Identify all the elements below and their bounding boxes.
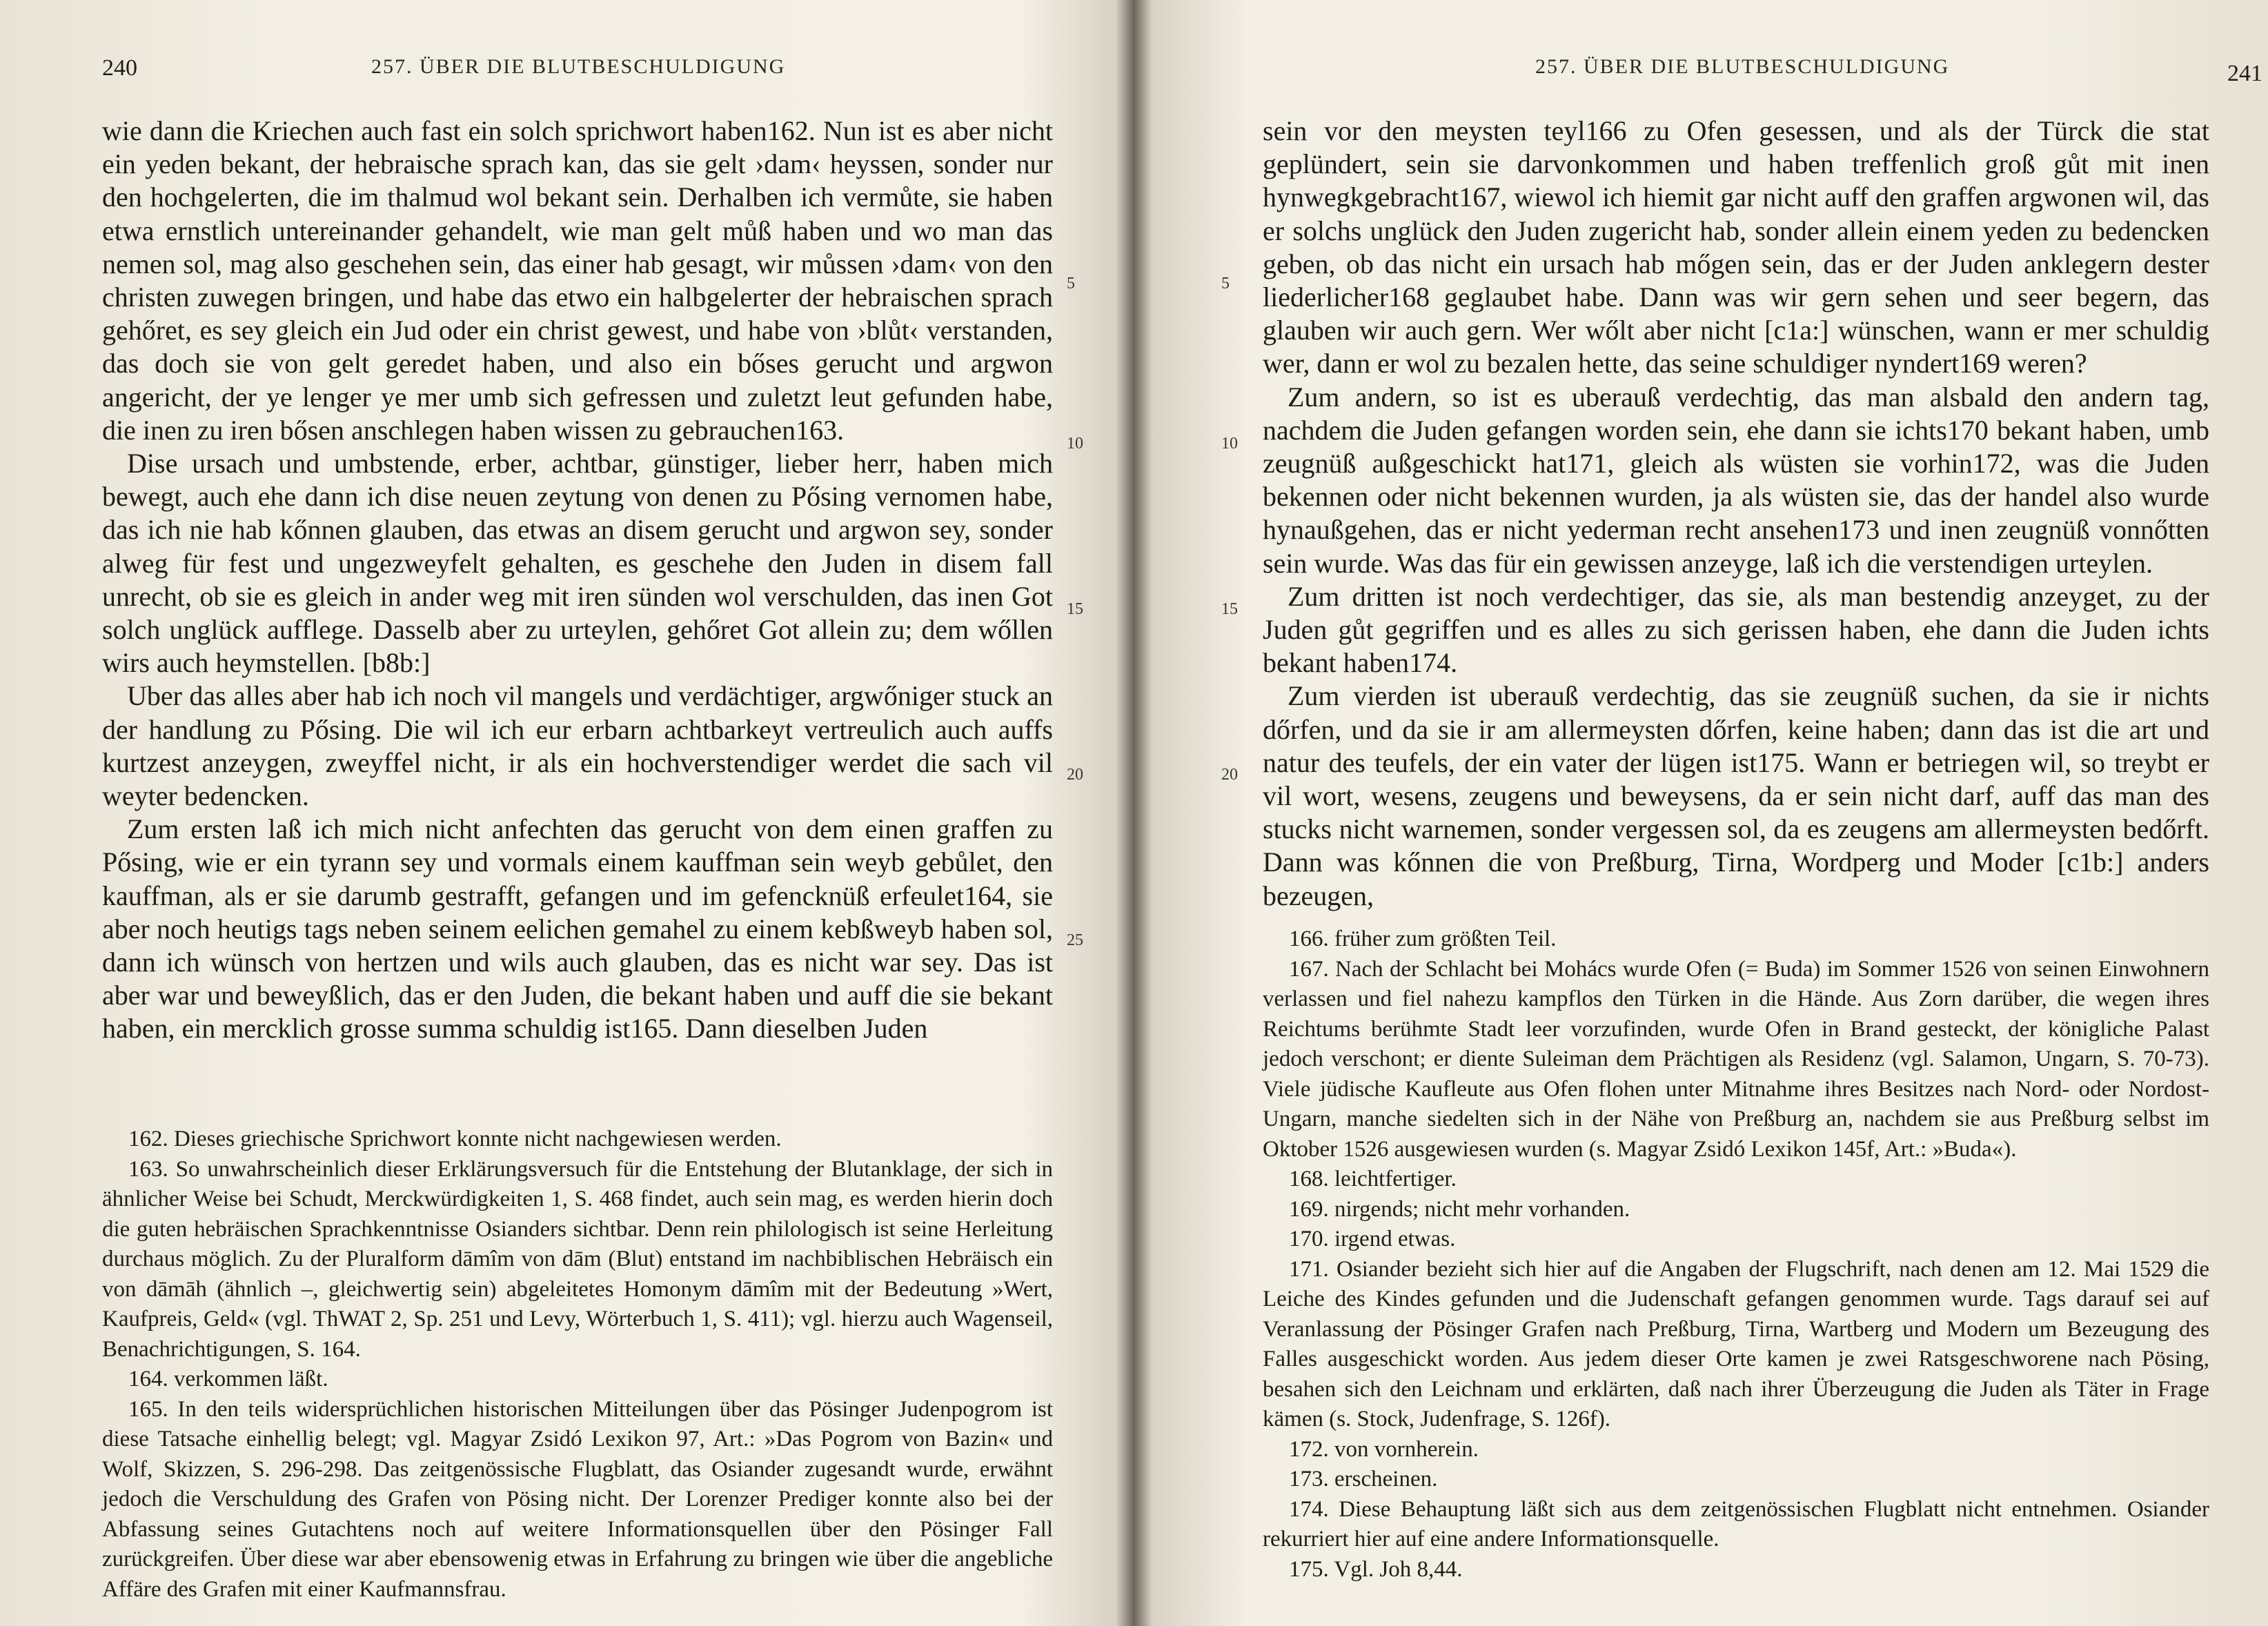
footnote: 168. leichtfertiger. [1289, 1167, 1457, 1191]
paragraph: Uber das alles aber hab ich noch vil mangels und verdächtiger, argwőniger stuck an der handlung zu Pősing. Die wil ich eur erbarn achtbarkeyt vertreulich auch auffs kurtzest anzeygen, zweyffel nicht, ir als ein hochverstendiger werdet die sach vil weyter bedencken. [102, 680, 1053, 812]
footnote: 167. Nach der Schlacht bei Mohács wurde Ofen (= Buda) im Sommer 1526 von seinen Einwohnern verlassen und fiel nahezu kampflos den Türken in die Hände. Aus Zorn darüber, die wegen ihres Reichtums berühmte Stadt leer vorzufinden, wurde Ofen in Brand gesteckt, der königliche Palast jedoch verschont; er diente Suleiman dem Prächtigen als Residenz (vgl. Salamon, Ungarn, S. 70-73). Viele jüdische Kaufleute aus Ofen flohen unter Mitnahme ihres Besitzes nach Nord- oder Nordost-Ungarn, manche siedelten sich in der Nähe von Preßburg an, nachdem sie aus Preßburg selbst im Oktober 1526 ausgewiesen wurden (s. Magyar Zsidó Lexikon 145f, Art.: »Buda«). [1263, 956, 2209, 1162]
footnote: 166. früher zum größten Teil. [1289, 926, 1557, 951]
line-number: 15 [1067, 600, 1083, 618]
footnote: 174. Diese Behauptung läßt sich aus dem zeitgenössischen Flugblatt nicht entnehmen. Osiander rekurriert hier auf eine andere Informationsquelle. [1263, 1496, 2209, 1551]
footnote: 169. nirgends; nicht mehr vorhanden. [1289, 1196, 1630, 1222]
footnote: 165. In den teils widersprüchlichen historischen Mitteilungen über das Pösinger Judenpogrom ist diese Tatsache einhellig belegt; vgl. Magyar Zsidó Lexikon 97, Art.: »Das Pogrom von Bazin« und Wolf, Skizzen, S. 296-298. Das zeitgenössische Flugblatt, das Osiander zugesandt wurde, erwähnt jedoch die Verschuldung des Grafen von Pösing nicht. Der Lorenzer Prediger konnte also bei der Abfassung seines Gutachtens noch auf weitere Informationsquellen über den Pösinger Fall zurückgreifen. Über diese war aber ebensowenig etwas in Erfahrung zu bringen wie über die angebliche Affäre des Grafen mit einer Kaufmannsfrau. [102, 1396, 1053, 1602]
paragraph: sein vor den meysten teyl166 zu Ofen gesessen, und als der Türck die stat geplündert, sein sie darvonkommen und haben treffenlich groß gůt mit inen hynwegkgebracht167, wiewol ich hiemit gar nicht auff den graffen argwonen wil, das er solchs unglück den Juden zugericht hab, sonder allein einem yeden zu bedencken geben, ob das nicht ein ursach hab mőgen sein, das er der Juden anklegern dester liederlicher168 geglaubet habe. Dann was wir gern sehen und seer begern, das glauben wir auch gern. Wer wőlt aber nicht [c1a:] wünschen, wann er mer schuldig wer, dann er wol zu bezalen hette, das seine schuldiger nyndert169 weren? [1263, 115, 2209, 379]
footnote: 172. von vornherein. [1289, 1436, 1479, 1462]
paragraph: Zum andern, so ist es uberauß verdechtig, das man alsbald den andern tag, nachdem die Juden gefangen worden sein, ehe dann sie ichts170 bekant haben, umb zeugnüß außgeschickt hat171, gleich als wüsten sie vorhin172, was die Juden bekennen oder nicht bekennen wurden, ja als wüsten sie, das der handel also wurde hynaußgehen, das er nicht yederman recht ansehen173 und inen zeugnüß vonnőtten sein wurde. Was das für ein gewissen anzeyge, laß ich die verstendigen urteylen. [1263, 381, 2209, 579]
line-number: 5 [1221, 275, 1230, 293]
running-head: 257. ÜBER DIE BLUTBESCHULDIGUNG [371, 55, 786, 78]
right-page [1136, 0, 2268, 1626]
footnote: 162. Dieses griechische Sprichwort konnte nicht nachgewiesen werden. [128, 1127, 782, 1151]
line-number: 15 [1221, 600, 1238, 618]
footnote: 175. Vgl. Joh 8,44. [1289, 1556, 1463, 1582]
footnote: 163. So unwahrscheinlich dieser Erklärungsversuch für die Entstehung der Blutanklage, der sich in ähnlicher Weise bei Schudt, Merckwürdigkeiten 1, S. 468 findet, auch sein mag, es werden hierin doch die guten hebräischen Sprachkenntnisse Osianders sichtbar. Denn rein philologisch ist seine Herleitung durchaus möglich. Zu der Pluralform dāmîm von dām (Blut) entstand im nachbiblischen Hebräisch ein von dāmāh (ähnlich –, gleichwertig sein) abgeleitetes Homonym dāmîm mit der Bedeutung »Wert, Kaufpreis, Geld« (vgl. ThWAT 2, Sp. 251 und Levy, Wörterbuch 1, S. 411); vgl. hierzu auch Wagenseil, Benachrichtigungen, S. 164. [102, 1156, 1053, 1362]
footnote: 171. Osiander bezieht sich hier auf die Angaben der Flugschrift, nach denen am 12. Mai 1529 die Leiche des Kindes gefunden und die Judenschaft gefangen genommen wurde. Tags darauf sei auf Veranlassung der Pösinger Grafen nach Preßburg, Tirna, Wartberg und Modern um Bezeugung des Falles ausgeschickt worden. Aus jedem dieser Orte kamen je zwei Ratsgeschworene nach Pösing, besahen sich den Leichnam und erklärten, daß nach ihrer Überzeugung die Juden als Täter in Frage kämen (s. Stock, Judenfrage, S. 126f). [1263, 1256, 2209, 1431]
paragraph: wie dann die Kriechen auch fast ein solch sprichwort haben162. Nun ist es aber nicht ein yeden bekant, der hebraische sprach kan, das sie gelt ›dam‹ heyssen, sonder nur den hochgelerten, die im thalmud wol bekant sein. Derhalben ich vermůte, sie haben etwa ernstlich untereinander gehandelt, wie man gelt můß haben und wo man das nemen sol, mag also geschehen sein, das einer hab gesagt, wir můssen ›dam‹ von den christen zuwegen bringen, und habe das etwo ein halbgelerter der hebraischen sprach gehőret, es sey gleich ein Jud oder ein christ gewest, und habe von ›blůt‹ verstanden, das doch sie von gelt geredet haben, und also ein bőses gerucht und argwon angericht, der ye lenger ye mer umb sich gefressen und zuletzt leut gefunden habe, die inen zu iren bősen anschlegen haben wissen zu gebrauchen163. [102, 115, 1053, 446]
main-text [102, 115, 1053, 1046]
paragraph: Dise ursach und umbstende, erber, achtbar, günstiger, lieber herr, haben mich bewegt, auch ehe dann ich dise neuen zeytung von denen zu Pősing vernomen habe, das ich nie hab kőnnen glauben, das etwas an disem gerucht und argwon sey, sonder alweg für fest und ungezweyfelt gehalten, es geschehe den Juden in disem fall unrecht, ob sie es gleich in ander weg mit iren sünden wol verschulden, das inen Got solch unglück aufflege. Dasselb aber zu urteylen, gehőret Got allein zu; dem wőllen wirs auch heymstellen. [b8b:] [102, 448, 1053, 679]
footnote: 170. irgend etwas. [1289, 1227, 1456, 1251]
paragraph: Zum dritten ist noch verdechtiger, das sie, als man bestendig anzeyget, zu der Juden gůt gegriffen und es alles zu sich gerissen haben, ehe dann die Juden ichts bekant haben174. [1263, 580, 2209, 679]
paragraph: Zum vierden ist uberauß verdechtig, das sie zeugnüß suchen, da sie ir nichts dőrfen, und da sie ir am allermeysten dőrfen, keine haben; dann das ist die art und natur des teufels, der ein vater der lügen ist175. Wann er betriegen wil, so treybt er vil wort, wesens, zeugens und beweysens, da er sein nicht darf, auff das man des stucks nicht warnemen, sonder vergessen sol, da es zeugens am allermeysten bedőrft. Dann was kőnnen die von Preßburg, Tirna, Wordperg und Moder [c1b:] anders bezeugen, [1263, 680, 2209, 911]
left-page [0, 0, 1132, 1626]
page-number: 240 [102, 55, 137, 81]
line-number: 20 [1067, 766, 1083, 784]
footnotes [102, 1124, 1053, 1605]
paragraph: Zum ersten laß ich mich nicht anfechten das gerucht von dem einen graffen zu Pősing, wie er ein tyrann sey und vormals einem kauffman sein weyb gebůlet, den kauffman, als er sie darumb gestrafft, gefangen und im gefencknüß erfeulet164, sie aber noch heutigs tags neben seinem eelichen gemahel zu einem kebßweyb haben sol, dann ich wünsch von hertzen und wils auch glauben, das es nicht war sey. Das ist aber war und beweyßlich, das er den Juden, die bekant haben und auff die sie bekant haben, ein mercklich grosse summa schuldig ist165. Dann dieselben Juden [102, 813, 1053, 1044]
line-number: 10 [1067, 435, 1083, 453]
page-number: 241 [2227, 61, 2262, 86]
main-text [1263, 115, 2209, 913]
line-number: 25 [1067, 931, 1083, 949]
line-number: 20 [1221, 766, 1238, 784]
footnote: 164. verkommen läßt. [128, 1367, 328, 1391]
line-number: 10 [1221, 435, 1238, 453]
footnotes [1263, 924, 2209, 1585]
line-number: 5 [1067, 275, 1075, 293]
footnote: 173. erscheinen. [1289, 1467, 1438, 1491]
running-head: 257. ÜBER DIE BLUTBESCHULDIGUNG [1535, 55, 1950, 78]
